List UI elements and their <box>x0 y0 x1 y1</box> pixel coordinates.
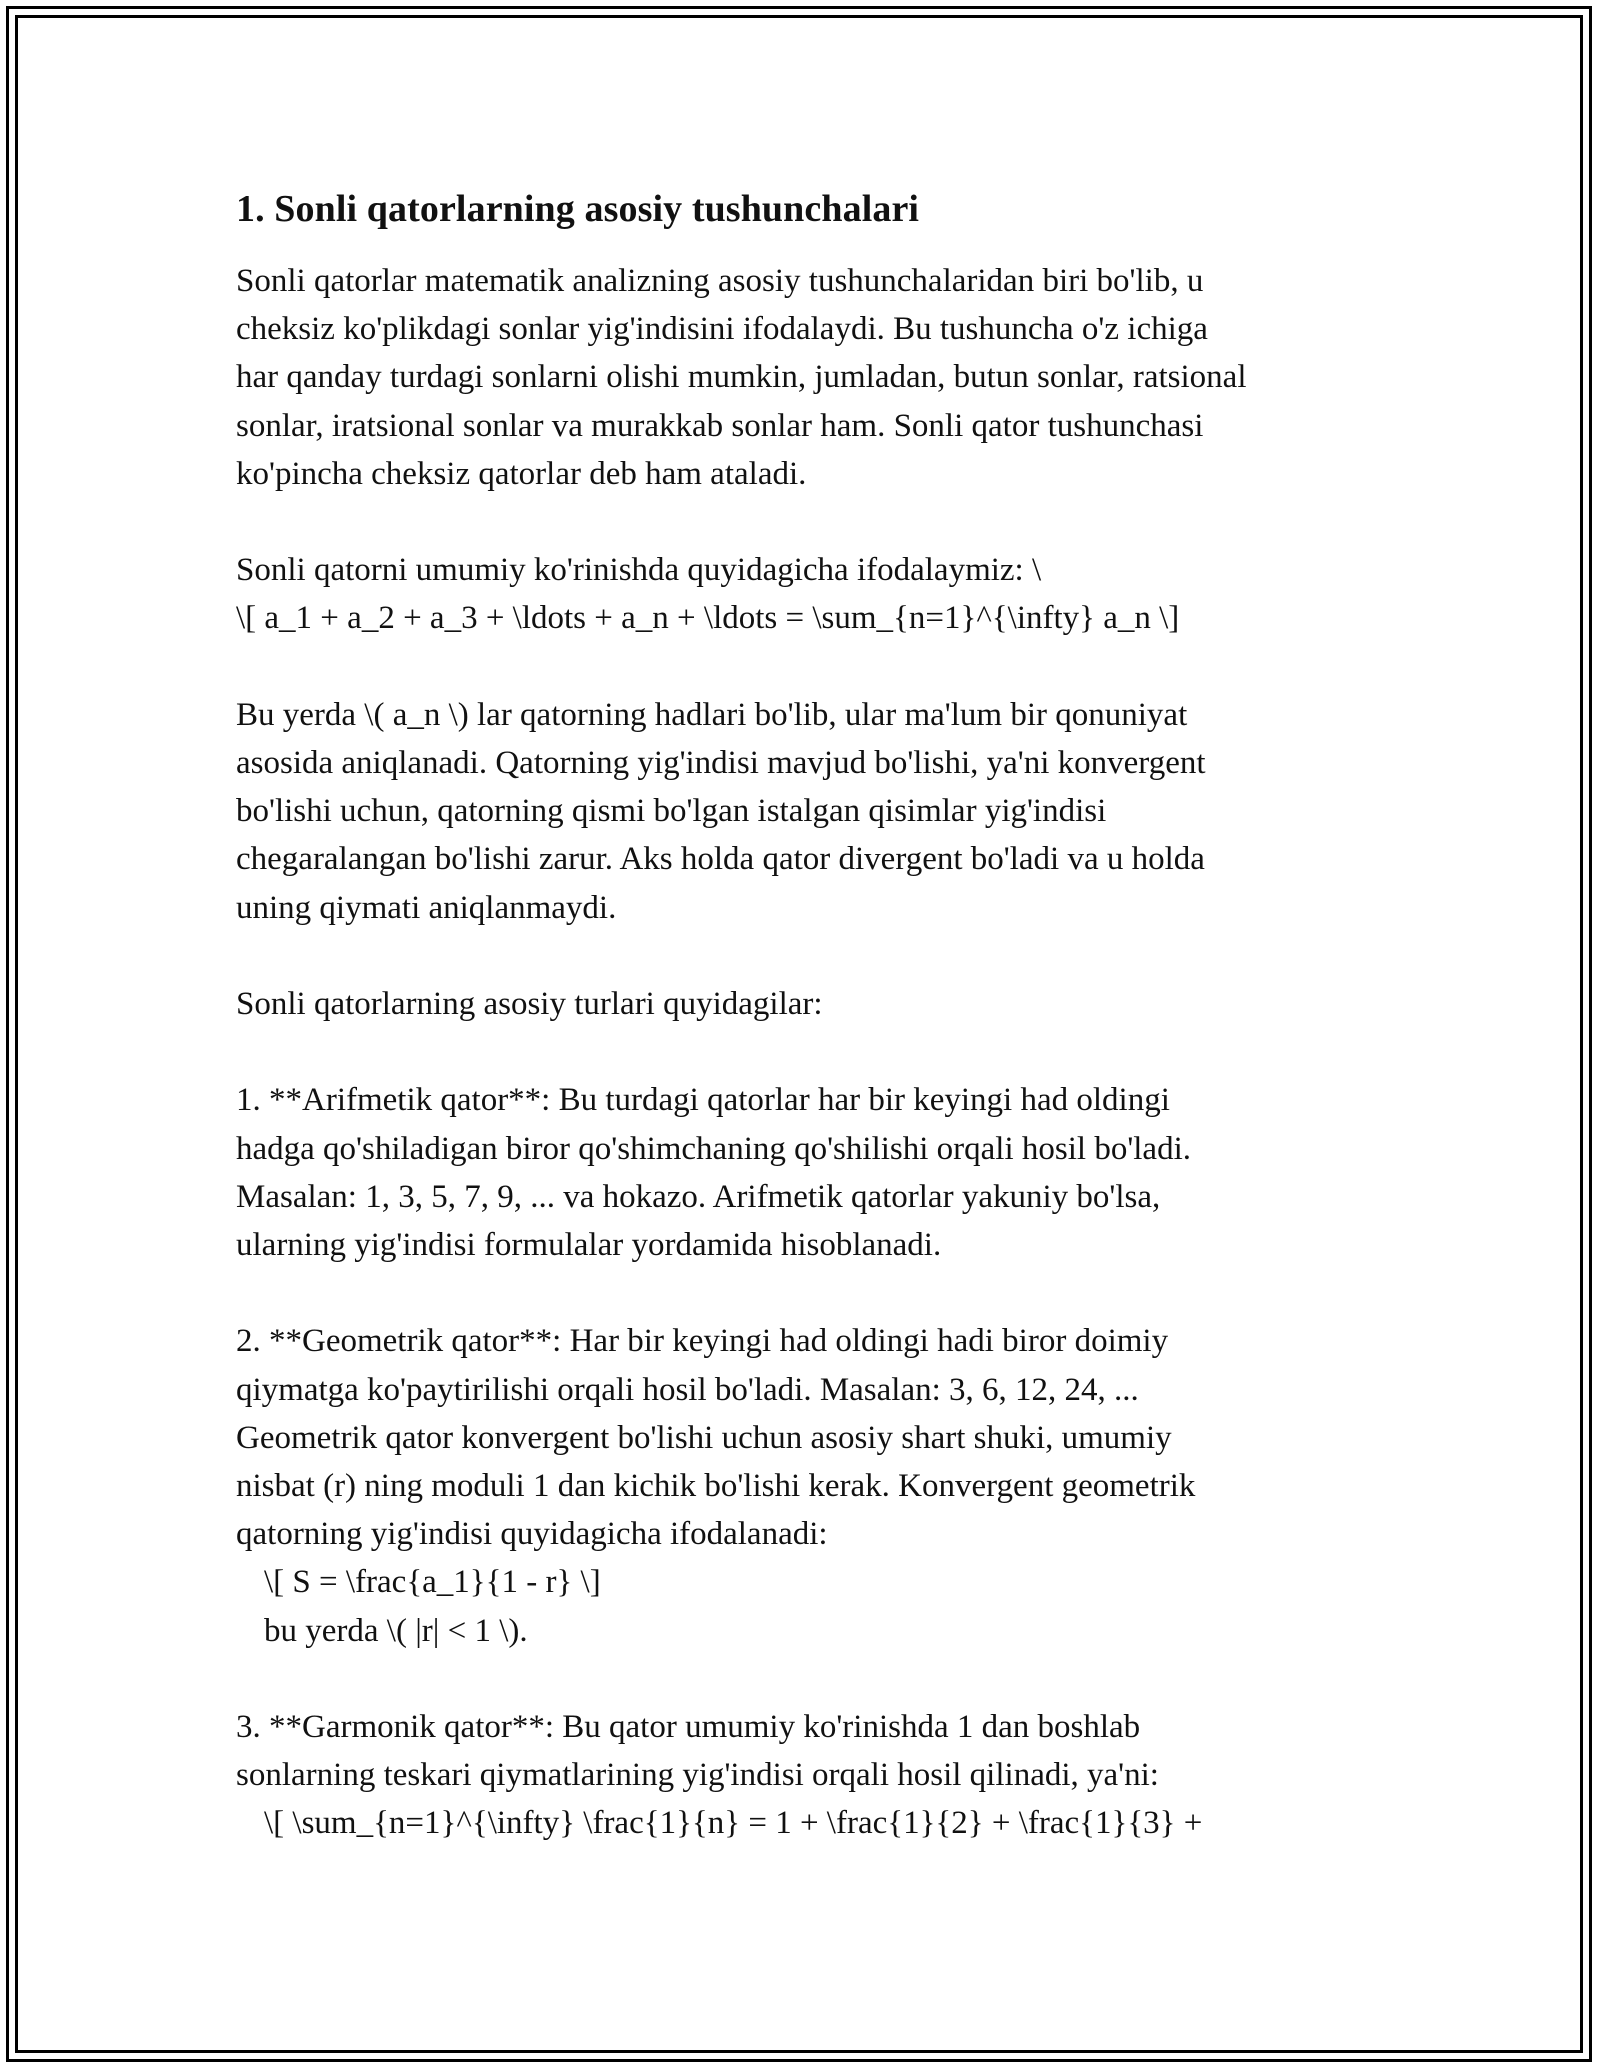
text-line: cheksiz ko'plikdagi sonlar yig'indisini ifodalaydi. Bu tushuncha o'z ichiga <box>236 311 1208 348</box>
blank-line <box>236 1028 1376 1076</box>
document-body <box>236 257 1376 1848</box>
text-line: sonlarning teskari qiymatlarining yig'indisi orqali hosil qilinadi, ya'ni: <box>236 1757 1159 1794</box>
blank-line <box>236 932 1376 980</box>
text-line: uning qiymati aniqlanmaydi. <box>236 889 617 926</box>
blank-line <box>236 1269 1376 1317</box>
text-line: 2. **Geometrik qator**: Har bir keyingi had oldingi hadi biror doimiy <box>236 1323 1169 1360</box>
text-line: Geometrik qator konvergent bo'lishi uchun asosiy shart shuki, umumiy <box>236 1419 1172 1456</box>
text-line: Sonli qatorni umumiy ko'rinishda quyidagicha ifodalaymiz: \ <box>236 552 1042 589</box>
text-line: hadga qo'shiladigan biror qo'shimchaning qo'shilishi orqali hosil bo'ladi. <box>236 1130 1192 1167</box>
text-line: sonlar, iratsional sonlar va murakkab sonlar ham. Sonli qator tushunchasi <box>236 407 1204 444</box>
text-line: chegaralangan bo'lishi zarur. Aks holda qator divergent bo'ladi va u holda <box>236 841 1205 878</box>
text-line: qiymatga ko'paytirilishi orqali hosil bo'ladi. Masalan: 3, 6, 12, 24, ... <box>236 1371 1139 1408</box>
text-line: ko'pincha cheksiz qatorlar deb ham ataladi. <box>236 455 807 492</box>
text-line: qatorning yig'indisi quyidagicha ifodalanadi: <box>236 1516 828 1553</box>
text-line: Bu yerda \( a_n \) lar qatorning hadlari bo'lib, ular ma'lum bir qonuniyat <box>236 696 1188 733</box>
section-heading: 1. Sonli qatorlarning asosiy tushunchalari <box>236 188 920 230</box>
text-line: bo'lishi uchun, qatorning qismi bo'lgan istalgan qisimlar yig'indisi <box>236 793 1107 830</box>
text-line: Masalan: 1, 3, 5, 7, 9, ... va hokazo. Arifmetik qatorlar yakuniy bo'lsa, <box>236 1178 1161 1215</box>
text-line: Sonli qatorlar matematik analizning asosiy tushunchalaridan biri bo'lib, u <box>236 263 1204 299</box>
text-line: Sonli qatorlarning asosiy turlari quyidagilar: <box>236 986 823 1022</box>
text-line: nisbat (r) ning moduli 1 dan kichik bo'lishi kerak. Konvergent geometrik <box>236 1468 1196 1504</box>
text-line: bu yerda \( |r| < 1 \). <box>264 1612 528 1649</box>
document-page <box>236 187 1376 1848</box>
blank-line <box>236 643 1376 691</box>
text-line: \[ \sum_{n=1}^{\infty} \frac{1}{n} = 1 + \frac{1}{2} + \frac{1}{3} + <box>264 1805 1203 1842</box>
text-line: ularning yig'indisi formulalar yordamida hisoblanadi. <box>236 1227 942 1263</box>
text-line: \[ S = \frac{a_1}{1 - r} \] <box>264 1564 601 1601</box>
text-line: 1. **Arifmetik qator**: Bu turdagi qatorlar har bir keyingi had oldingi <box>236 1082 1170 1119</box>
blank-line <box>236 498 1376 546</box>
text-line: \[ a_1 + a_2 + a_3 + \ldots + a_n + \ldots = \sum_{n=1}^{\infty} a_n \] <box>236 600 1180 637</box>
text-line: har qanday turdagi sonlarni olishi mumkin, jumladan, butun sonlar, ratsional <box>236 359 1247 396</box>
blank-line <box>236 1655 1376 1703</box>
text-line: asosida aniqlanadi. Qatorning yig'indisi mavjud bo'lishi, ya'ni konvergent <box>236 745 1206 781</box>
text-line: 3. **Garmonik qator**: Bu qator umumiy ko'rinishda 1 dan boshlab <box>236 1709 1141 1745</box>
